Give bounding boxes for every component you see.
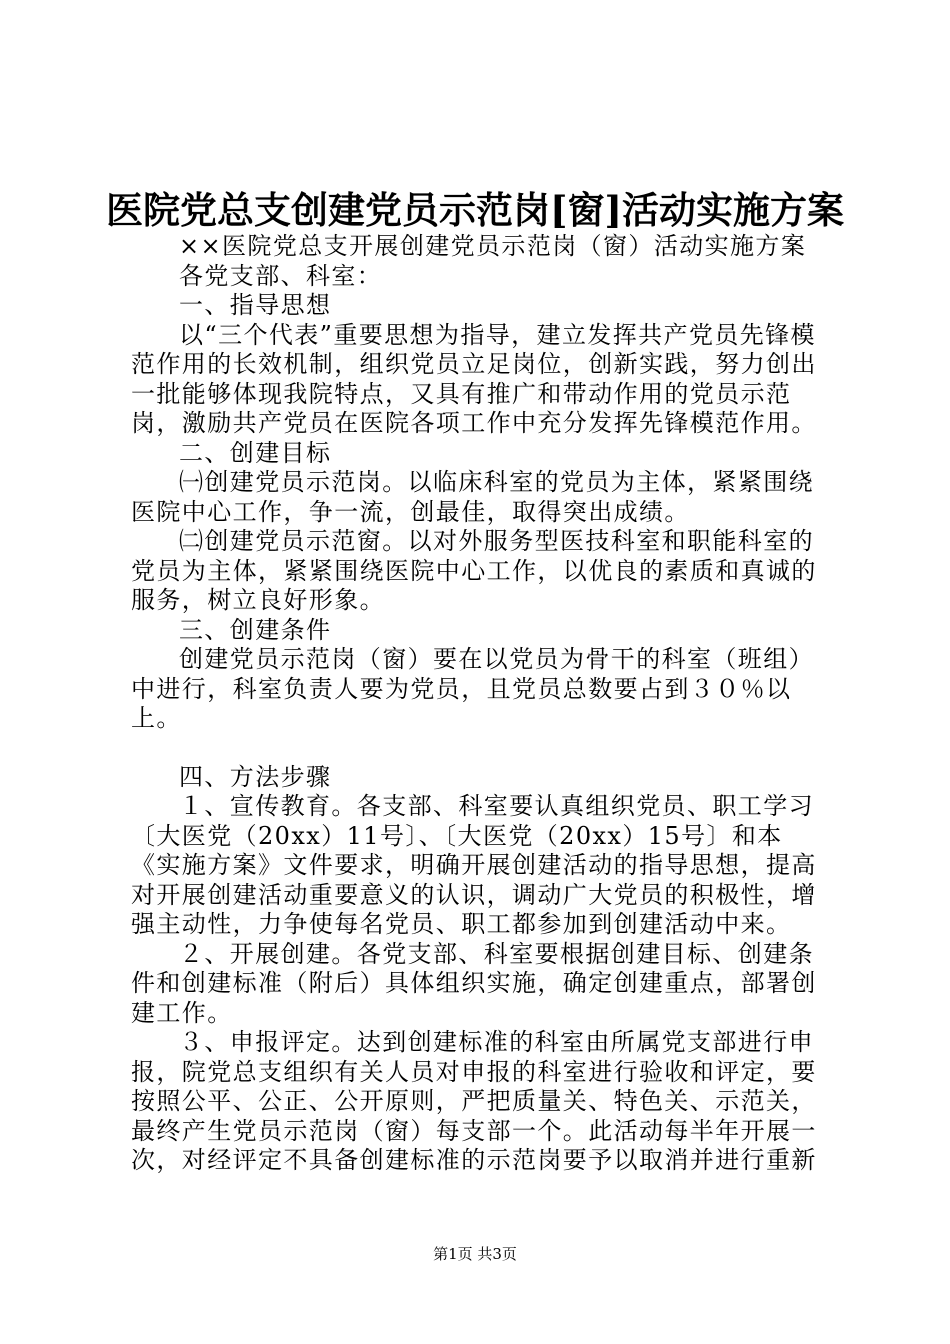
section-heading: 四、方法步骤 — [179, 762, 332, 791]
section-heading: 一、指导思想 — [179, 291, 332, 319]
paragraph: ３、申报评定。达到创建标准的科室由所属党支部进行申报，院党总支组织有关人员对申报的科室进行验收和评定，要按照公平、公正、公开原则，严把质量关、特色关、示范关，最终产生党员示范岗（窗）每支部一个。此活动每半年开展一次，对经评定不具备创建标准的示范岗要予以取消并进行重新 — [131, 1028, 817, 1174]
paragraph: ２、开展创建。各党支部、科室要根据创建目标、创建条件和创建标准（附后）具体组织实施，确定创建重点，部署创建工作。 — [131, 939, 817, 1027]
paragraph: 以“三个代表”重要思想为指导，建立发挥共产党员先锋模范作用的长效机制，组织党员立足岗位，创新实践，努力创出一批能够体现我院特点，又具有推广和带动作用的党员示范岗，激励共产党员在医院各项工作中充分发挥先锋模范作用。 — [131, 320, 817, 437]
salutation: 各党支部、科室： — [179, 261, 383, 290]
paragraph: ㈠创建党员示范岗。以临床科室的党员为主体，紧紧围绕医院中心工作，争一流，创最佳，取得突出成绩。 — [131, 468, 814, 526]
document-title: 医院党总支创建党员示范岗[窗]活动实施方案 — [105, 188, 844, 232]
paragraph: 创建党员示范岗（窗）要在以党员为骨干的科室（班组）中进行，科室负责人要为党员，且党员总数要占到３０％以上。 — [131, 645, 814, 732]
paragraph: １、宣传教育。各支部、科室要认真组织党员、职工学习〔大医党（20xx）11号〕、〔大医党（20xx）15号〕和本《实施方案》文件要求，明确开展创建活动的指导思想，提高对开展创建活动重要意义的认识，调动广大党员的积极性，增强主动性，力争使每名党员、职工都参加到创建活动中来。 — [131, 792, 817, 938]
section-heading: 二、创建目标 — [179, 438, 332, 467]
paragraph: ㈡创建党员示范窗。以对外服务型医技科室和职能科室的党员为主体，紧紧围绕医院中心工作，以优良的素质和真诚的服务，树立良好形象。 — [131, 527, 817, 614]
section-heading: 三、创建条件 — [179, 615, 332, 644]
doc-heading-line: ××医院党总支开展创建党员示范岗（窗）活动实施方案 — [179, 232, 807, 260]
page-number: 第1页 共3页 — [433, 1245, 517, 1263]
document-body — [131, 232, 831, 1176]
